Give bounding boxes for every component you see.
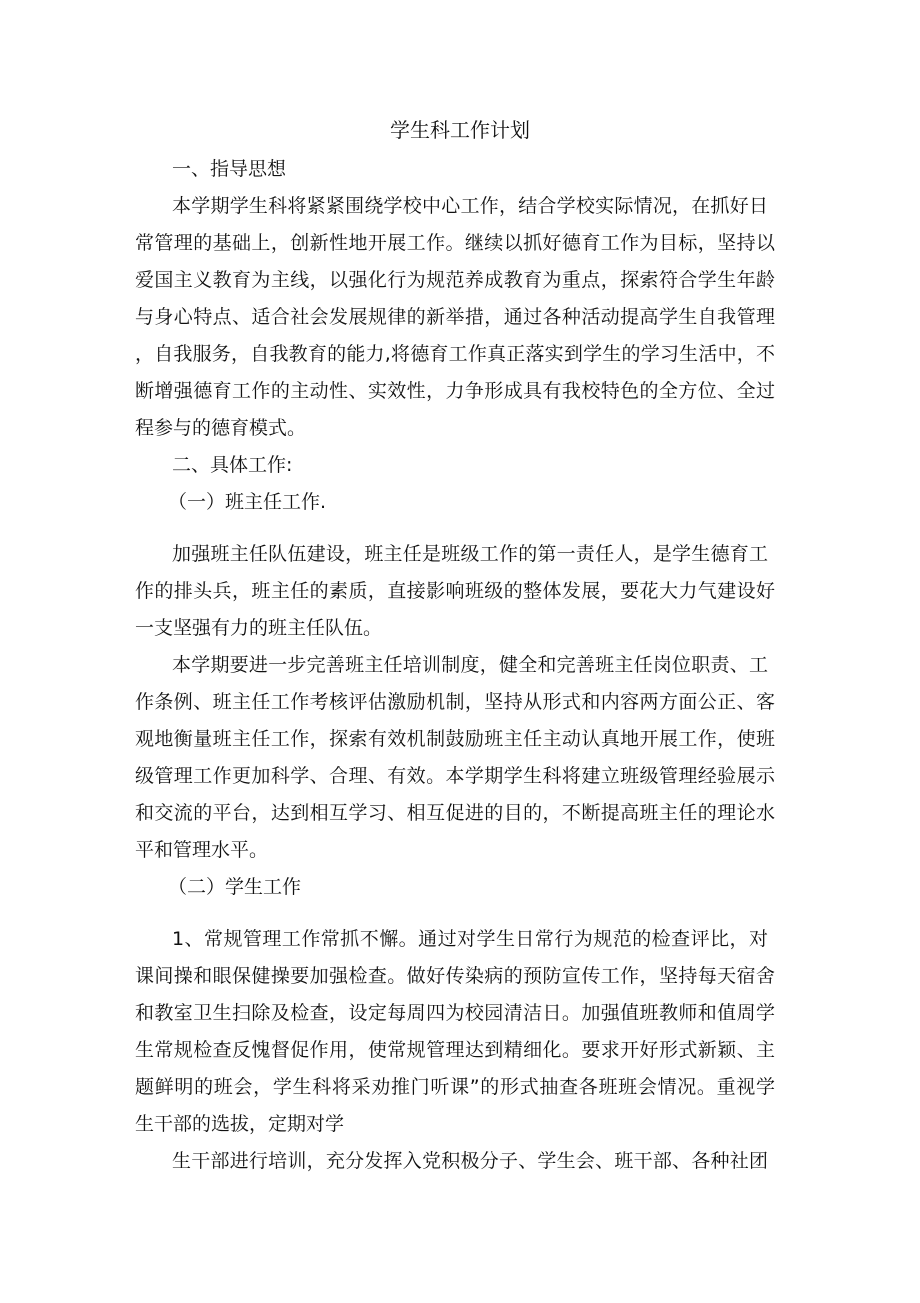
paragraph-line: 一支坚强有力的班主任队伍。 <box>135 617 383 639</box>
paragraph-line: 作条例、班主任工作考核评估激励机制，坚持从形式和内容两方面公正、客 <box>135 691 775 713</box>
paragraph-line: 和交流的平台，达到相互学习、相互促进的目的，不断提高班主任的理论水 <box>135 802 775 824</box>
subsection-heading-2: （二）学生工作 <box>168 876 302 898</box>
paragraph-line: 题鲜明的班会，学生科将采劝推门听课”的形式抽查各班班会情况。重视学 <box>135 1076 775 1098</box>
paragraph-line: 课间操和眼保健操要加强检查。做好传染病的预防宣传工作，坚持每天宿舍 <box>135 965 775 987</box>
paragraph-line: 爱国主义教育为主线，以强化行为规范养成教育为重点，探索符合学生年龄 <box>135 269 775 291</box>
paragraph-line: 常管理的基础上，创新性地开展工作。继续以抓好德育工作为目标，坚持以 <box>135 232 775 254</box>
paragraph-line: 级管理工作更加科学、合理、有效。本学期学生科将建立班级管理经验展示 <box>135 765 775 787</box>
paragraph-line: 本学期要进一步完善班主任培训制度，健全和完善班主任岗位职责、工 <box>172 654 768 676</box>
paragraph-line: 生干部进行培训，充分发挥入党积极分子、学生会、班干部、各种社团 <box>172 1150 768 1172</box>
paragraph-line: 1、常规管理工作常抓不懈。通过对学生日常行为规范的检查评比，对 <box>172 928 768 950</box>
paragraph-line: 程参与的德育模式。 <box>135 417 307 439</box>
paragraph-line: 本学期学生科将紧紧围绕学校中心工作，结合学校实际情况，在抓好日 <box>172 195 768 217</box>
paragraph-line: ，自我服务，自我教育的能力,将德育工作真正落实到学生的学习生活中，不 <box>135 343 775 365</box>
paragraph-line: 平和管理水平。 <box>135 839 269 861</box>
section-heading-2: 二、具体工作: <box>172 454 293 476</box>
paragraph-line: 生常规检查反愧督促作用，使常规管理达到精细化。要求开好形式新颖、主 <box>135 1039 775 1061</box>
section-heading-1: 一、指导思想 <box>172 158 287 180</box>
paragraph-line: 观地衡量班主任工作，探索有效机制鼓励班主任主动认真地开展工作，使班 <box>135 728 775 750</box>
paragraph-line: 加强班主任队伍建设，班主任是班级工作的第一责任人，是学生德育工 <box>172 543 768 565</box>
paragraph-line: 生干部的选拔，定期对学 <box>135 1113 345 1135</box>
paragraph-line: 断增强德育工作的主动性、实效性，力争形成具有我校特色的全方位、全过 <box>135 380 775 402</box>
page-title: 学生科工作计划 <box>390 118 530 142</box>
subsection-heading-1: （一）班主任工作. <box>168 491 327 513</box>
paragraph-line: 作的排头兵，班主任的素质，直接影响班级的整体发展，要花大力气建设好 <box>135 580 775 602</box>
paragraph-line: 和教室卫生扫除及检查，设定每周四为校园清洁日。加强值班教师和值周学 <box>135 1002 775 1024</box>
paragraph-line: 与身心特点、适合社会发展规律的新举措，通过各种活动提高学生自我管理 <box>135 306 775 328</box>
